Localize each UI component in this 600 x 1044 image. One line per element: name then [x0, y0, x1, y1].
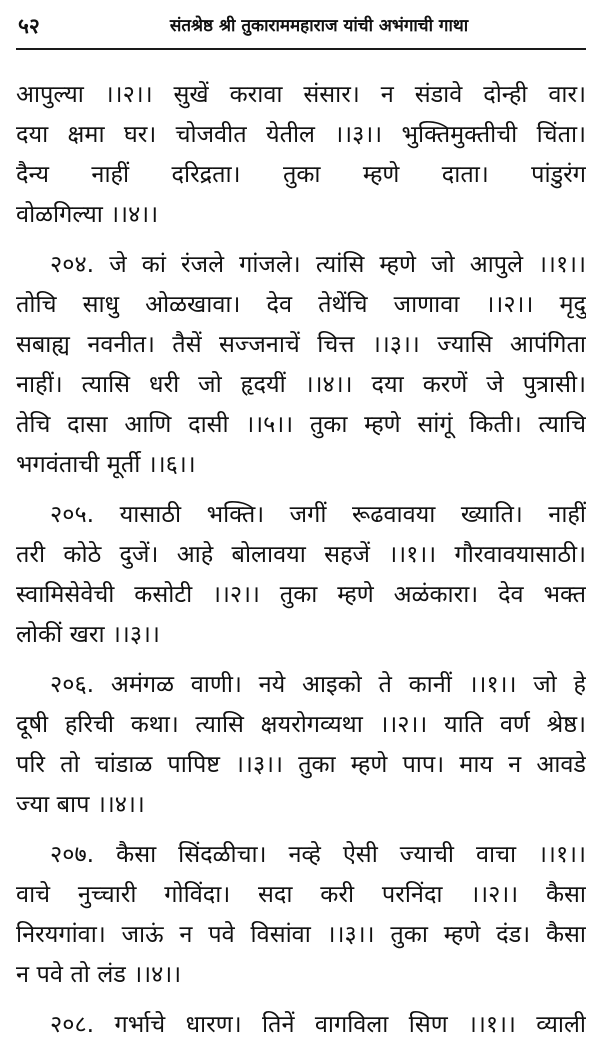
running-title: संतश्रेष्ठ श्री तुकाराममहाराज यांची अभंगाची गाथा [169, 15, 469, 36]
text-line: वोळगिल्या ।।४।। [16, 200, 159, 228]
abhang-207 [16, 834, 586, 994]
abhang-206 [16, 664, 586, 824]
text-line: २०७. कैसा सिंदळीचा। नव्हे ऐसी ज्याची वाचा ।।१।। [50, 840, 586, 868]
text-line: नाहीं। त्यासि धरी जो हृदयीं ।।४।। दया करणें जे पुत्रासी। [16, 370, 586, 398]
page-header [16, 0, 586, 50]
page-body [16, 74, 586, 1044]
abhang-continuation [16, 74, 586, 234]
text-line: दैन्य नाहीं दरिद्रता। तुका म्हणे दाता। पांडुरंग [16, 160, 586, 188]
text-line: लोकीं खरा ।।३।। [16, 620, 160, 648]
abhang-205 [16, 494, 586, 654]
text-line: २०८. गर्भाचे धारण। तिनें वागविला सिण ।।१।। व्याली [50, 1010, 586, 1038]
text-line: तोचि साधु ओळखावा। देव तेथेंचि जाणावा ।।२।। मृदु [16, 290, 586, 318]
page-number: ५२ [18, 14, 40, 38]
text-line: न पवे तो लंड ।।४।। [16, 960, 182, 988]
text-line: २०५. यासाठी भक्ति। जगीं रूढवावया ख्याति। नाहीं [50, 500, 586, 528]
text-line: आपुल्या ।।२।। सुखें करावा संसार। न संडावे दोन्ही वार। [16, 80, 586, 108]
text-line: सबाह्य नवनीत। तैसें सज्जनाचें चित्त ।।३।। ज्यासि आपंगिता [16, 330, 586, 358]
text-line: स्वामिसेवेची कसोटी ।।२।। तुका म्हणे अळंकारा। देव भक्त [16, 580, 586, 608]
text-line: ज्या बाप ।।४।। [16, 790, 145, 818]
text-line: दूषी हरिची कथा। त्यासि क्षयरोगव्यथा ।।२।। याति वर्ण श्रेष्ठ। [16, 710, 586, 738]
text-line: तरी कोठे दुजें। आहे बोलावया सहजें ।।१।। गौरवावयासाठी। [16, 540, 586, 568]
abhang-208 [16, 1004, 586, 1044]
abhang-204 [16, 244, 586, 484]
text-line: परि तो चांडाळ पापिष्ट ।।३।। तुका म्हणे पाप। माय न आवडे [16, 750, 586, 778]
text-line: भगवंताची मूर्ती ।।६।। [16, 450, 196, 478]
text-line: तेचि दासा आणि दासी ।।५।। तुका म्हणे सांगूं किती। त्याचि [16, 410, 586, 438]
text-line: निरयगांवा। जाऊं न पवे विसांवा ।।३।। तुका म्हणे दंड। कैसा [16, 920, 586, 948]
text-line: दया क्षमा घर। चोजवीत येतील ।।३।। भुक्तिमुक्तीची चिंता। [16, 120, 586, 148]
text-line: वाचे नुच्चारी गोविंदा। सदा करी परनिंदा ।।२।। कैसा [16, 880, 586, 908]
text-line: २०४. जे कां रंजले गांजले। त्यांसि म्हणे जो आपुले ।।१।। [50, 250, 586, 278]
text-line: २०६. अमंगळ वाणी। नये आइको ते कानीं ।।१।। जो हे [50, 670, 586, 698]
